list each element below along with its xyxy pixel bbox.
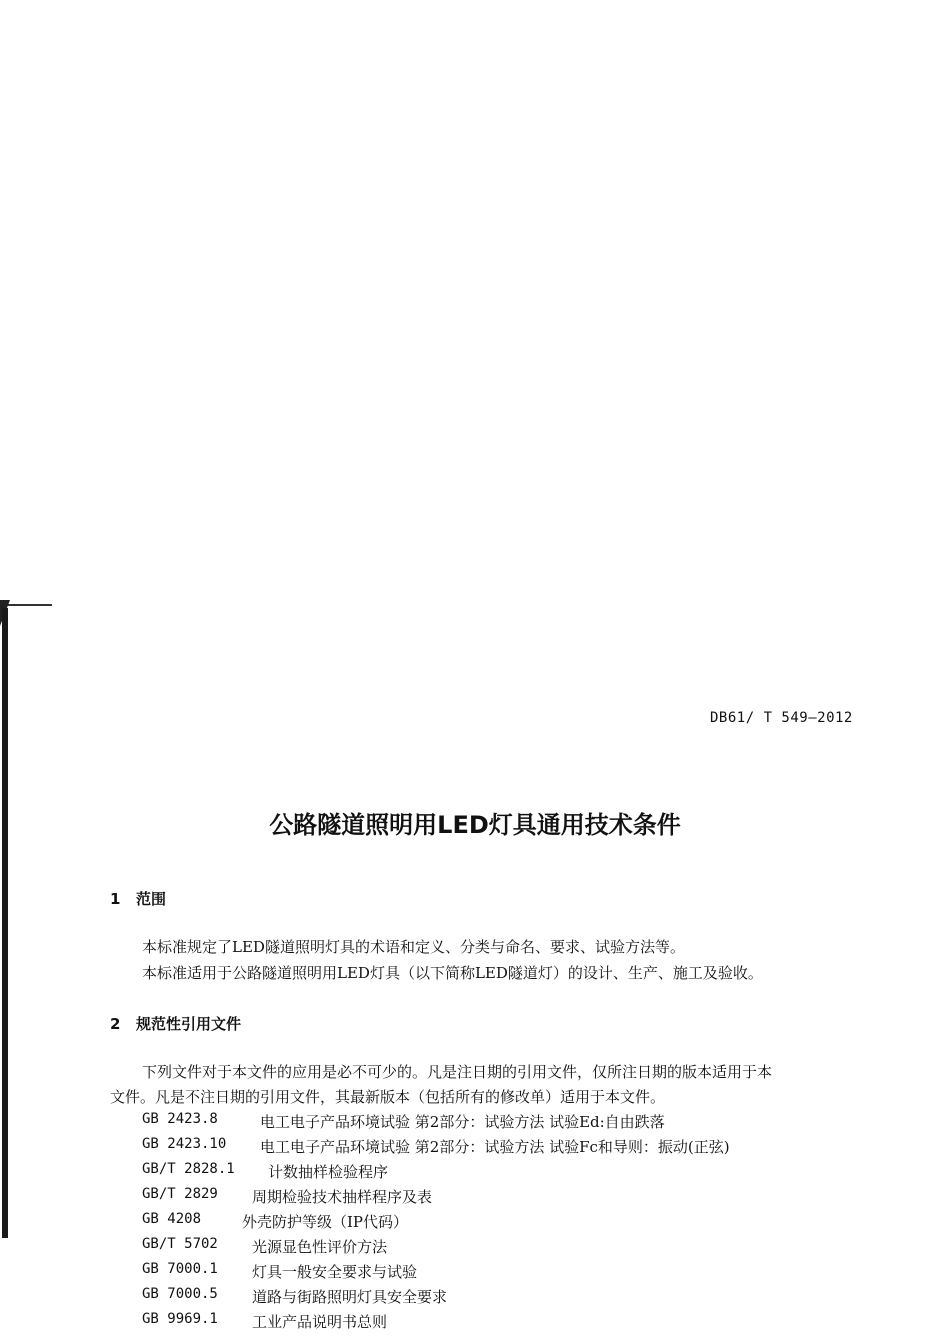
section-1-paragraph-1: 本标准规定了LED隧道照明灯具的术语和定义、分类与命名、要求、试验方法等。 <box>142 938 685 956</box>
reference-title: 电工电子产品环境试验 第2部分：试验方法 试验Ed:自由跌落 <box>260 1113 665 1131</box>
section-2-intro-line-2: 文件。凡是不注日期的引用文件，其最新版本（包括所有的修改单）适用于本文件。 <box>110 1088 666 1106</box>
section-2-heading <box>110 1013 241 1034</box>
reference-title: 周期检验技术抽样程序及表 <box>252 1188 433 1206</box>
section-1-heading <box>110 888 166 909</box>
reference-code: GB 7000.1 <box>142 1261 218 1277</box>
section-1-title: 范围 <box>136 890 167 908</box>
reference-title: 道路与街路照明灯具安全要求 <box>252 1288 448 1306</box>
document-code: DB61/ T 549—2012 <box>710 710 853 726</box>
reference-title: 工业产品说明书总则 <box>252 1313 388 1331</box>
reference-title: 电工电子产品环境试验 第2部分：试验方法 试验Fc和导则：振动(正弦) <box>260 1138 730 1156</box>
reference-title: 计数抽样检验程序 <box>268 1163 389 1181</box>
binding-edge-rule <box>2 608 8 1238</box>
reference-code: GB 9969.1 <box>142 1311 218 1327</box>
reference-code: GB 2423.8 <box>142 1111 218 1127</box>
section-2-number: 2 <box>110 1015 121 1033</box>
section-2-intro-line-1: 下列文件对于本文件的应用是必不可少的。凡是注日期的引用文件，仅所注日期的版本适用于本 <box>142 1063 773 1081</box>
reference-code: GB 7000.5 <box>142 1286 218 1302</box>
section-1-paragraph-2: 本标准适用于公路隧道照明用LED灯具（以下简称LED隧道灯）的设计、生产、施工及验收。 <box>142 964 763 982</box>
section-1-number: 1 <box>110 890 121 908</box>
reference-code: GB/T 2829 <box>142 1186 218 1202</box>
reference-code: GB 2423.10 <box>142 1136 227 1152</box>
reference-code: GB/T 5702 <box>142 1236 218 1252</box>
section-2-title: 规范性引用文件 <box>136 1015 242 1033</box>
document-title: 公路隧道照明用LED灯具通用技术条件 <box>269 811 681 839</box>
reference-title: 外壳防护等级（IP代码） <box>242 1213 409 1231</box>
reference-code: GB/T 2828.1 <box>142 1161 235 1177</box>
reference-title: 灯具一般安全要求与试验 <box>252 1263 418 1281</box>
reference-code: GB 4208 <box>142 1211 202 1227</box>
reference-title: 光源显色性评价方法 <box>252 1238 388 1256</box>
